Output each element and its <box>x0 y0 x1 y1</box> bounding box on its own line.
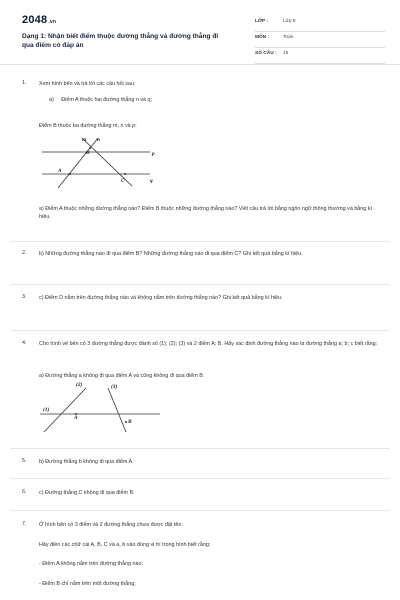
question-divider <box>10 330 390 331</box>
q1-line1: Xem hình bên và trả lời các câu hỏi sau: <box>39 81 136 87</box>
label-p: p <box>152 151 155 157</box>
meta-row-subject <box>255 32 385 48</box>
question-number: 6. <box>22 489 27 495</box>
point-b <box>89 147 91 149</box>
site-logo[interactable] <box>22 14 56 26</box>
question-number: 3. <box>22 294 27 300</box>
label-c: C <box>121 178 125 184</box>
label-n: n <box>97 137 100 143</box>
question-number: 1. <box>22 80 27 86</box>
q1-line3: Điểm B thuộc ba đường thẳng m, n và p: <box>39 123 137 129</box>
q7-line3: - Điểm A không nằm trên đường thẳng nào; <box>39 561 143 567</box>
question-divider <box>10 510 390 511</box>
line-2 <box>44 388 86 432</box>
worksheet-title: Dạng 1: Nhận biết điểm thuộc đường thẳng và đường thẳng đi qua điểm có đáp án <box>22 33 219 49</box>
worksheet-header <box>0 0 400 62</box>
question-text: b) Đường thẳng b không đi qua điểm A. <box>39 459 134 465</box>
point-a <box>69 173 71 175</box>
label-line-2: (2) <box>76 382 83 388</box>
worksheet-meta <box>255 16 385 64</box>
line-3 <box>108 388 126 432</box>
meta-label: MÔN : <box>255 35 270 40</box>
question-number: 7. <box>22 521 27 527</box>
question-divider <box>10 478 390 479</box>
label-a: A <box>58 168 62 174</box>
label-line-1: (1) <box>43 407 50 413</box>
meta-label: LỚP : <box>255 19 269 24</box>
q1-line4: a) Điểm A thuộc những đường thẳng nào? Điểm B thuộc những đường thẳng nào? Viết câu trả lời bằng ngôn ngữ thông thường và bằng kí hiệu. <box>39 206 372 221</box>
point-b <box>125 421 127 423</box>
meta-label: SỐ CÂU : <box>255 51 277 56</box>
question-divider <box>10 448 390 449</box>
question-divider <box>10 284 390 285</box>
question-text: c) Điểm D nằm trên đường thẳng nào và không nằm trên đường thẳng nào? Ghi kết quả bằng kí hiệu. <box>39 295 283 301</box>
meta-value: Lớp 6 <box>283 19 296 24</box>
point-c <box>124 173 126 175</box>
question-divider <box>10 241 390 242</box>
header-divider <box>0 64 400 65</box>
line-m <box>58 138 98 188</box>
q7-line2: Hãy điền các chữ cái A, B, C và a, b vào đúng vị trí trong hình biết rằng: <box>39 542 211 548</box>
label-a: A <box>74 415 78 421</box>
question-text: Cho hình vẽ bên có 3 đường thẳng được đánh số (1); (2); (3) và 2 điểm A; B. Hãy xác định đường thẳng nào là đường thẳng a; b; c biết rằng: <box>39 341 378 347</box>
label-m: m <box>82 137 87 143</box>
q1-line2: a) Điểm A thuộc hai đường thẳng n và q; <box>49 97 153 104</box>
q7-line1: Ở hình bên có 3 điểm và 2 đường thẳng chưa được đặt tên. <box>39 522 183 528</box>
label-line-3: (3) <box>111 384 118 390</box>
label-q: q <box>150 178 153 184</box>
question-number: 2. <box>22 250 27 256</box>
q4-line2: a) Đường thẳng a không đi qua điểm A và cũng không đi qua điểm B. <box>39 373 205 379</box>
logo-main: 2048 <box>22 14 48 26</box>
meta-row-count <box>255 48 385 64</box>
question-text: b) Những đường thẳng nào đi qua điểm B? Những đường thẳng nào đi qua điểm C? Ghi kết quả bằng kí hiệu. <box>39 251 303 257</box>
question-number: 5. <box>22 458 27 464</box>
question-text: c) Đường thẳng C không đi qua điểm B. <box>39 490 135 496</box>
figure-1-lines <box>40 136 170 194</box>
q7-line4: - Điểm B chỉ nằm trên một đường thẳng; <box>39 581 136 587</box>
question-text <box>39 80 379 105</box>
label-b: B <box>128 419 132 425</box>
meta-row-grade <box>255 16 385 32</box>
meta-value: 16 <box>283 51 289 56</box>
label-b: B <box>86 150 90 156</box>
figure-4-lines <box>38 384 168 434</box>
logo-suffix: .vn <box>48 19 57 25</box>
question-number: 4. <box>22 340 27 346</box>
meta-value: Toán <box>283 35 294 40</box>
